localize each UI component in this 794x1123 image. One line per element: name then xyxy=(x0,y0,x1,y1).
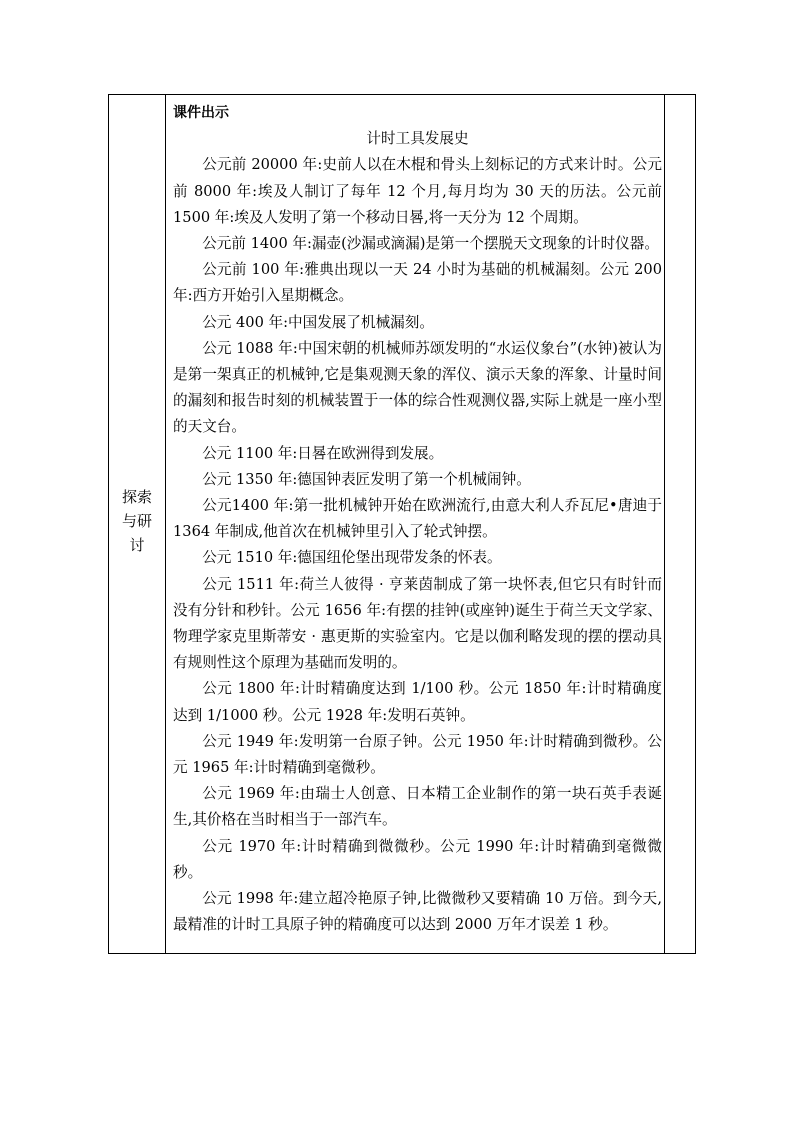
paragraph: 公元1400 年:第一批机械钟开始在欧洲流行,由意大利人乔瓦尼•唐迪于 1364 年制成,他首次在机械钟里引入了轮式钟摆。 xyxy=(173,497,662,541)
paragraph: 公元 1969 年:由瑞士人创意、日本精工企业制作的第一块石英手表诞生,其价格在当时相当于一部汽车。 xyxy=(173,785,662,829)
paragraph: 公元前 1400 年:漏壶(沙漏或滴漏)是第一个摆脱天文现象的计时仪器。 xyxy=(202,235,659,253)
document-title: 计时工具发展史 xyxy=(366,130,469,148)
side-label-line: 探索 xyxy=(121,488,152,506)
lesson-table xyxy=(108,94,696,954)
paragraph: 公元 1510 年:德国纽伦堡出现带发条的怀表。 xyxy=(202,549,502,567)
column-divider-left xyxy=(165,95,166,953)
paragraph: 公元 1949 年:发明第一台原子钟。公元 1950 年:计时精确到微秒。公元 1965 年:计时精确到毫微秒。 xyxy=(173,732,662,777)
paragraph: 公元 1088 年:中国宋朝的机械师苏颂发明的“水运仪象台”(水钟)被认为是第一架真正的机械钟,它是集观测天象的浑仪、演示天象的浑象、计量时间的漏刻和报告时刻的机械装置于一体的综合性观测仪器,实际上就是一座小型的天文台。 xyxy=(173,339,662,436)
paragraph: 公元 1970 年:计时精确到微微秒。公元 1990 年:计时精确到毫微微秒。 xyxy=(173,837,662,881)
side-label xyxy=(109,485,165,557)
paragraph: 公元 1998 年:建立超冷艳原子钟,比微微秒又要精确 10 万倍。到今天,最精准的计时工具原子钟的精确度可以达到 2000 万年才误差 1 秒。 xyxy=(173,890,662,934)
side-label-line: 讨 xyxy=(129,536,145,554)
paragraph: 公元 1800 年:计时精确度达到 1/100 秒。公元 1850 年:计时精确度达到 1/1000 秒。公元 1928 年:发明石英钟。 xyxy=(173,680,662,724)
paragraph: 公元 1511 年:荷兰人彼得 · 亨莱茵制成了第一块怀表,但它只有时针而没有分针和秒针。公元 1656 年:有摆的挂钟(或座钟)诞生于荷兰天文学家、物理学家克里斯蒂安 · 惠更斯的实验室内。它是以伽利略发现的摆的摆动具有规则性这个原理为基础而发明的。 xyxy=(173,575,662,672)
paragraph: 公元前 100 年:雅典出现以一天 24 小时为基础的机械漏刻。公元 200 年:西方开始引入星期概念。 xyxy=(173,261,662,305)
paragraph: 公元 1100 年:日晷在欧洲得到发展。 xyxy=(202,444,444,462)
paragraph: 公元 1350 年:德国钟表匠发明了第一个机械闹钟。 xyxy=(202,470,531,488)
content-cell xyxy=(173,100,662,939)
side-label-line: 与研 xyxy=(121,512,152,530)
section-label: 课件出示 xyxy=(173,105,229,121)
column-divider-right xyxy=(664,95,665,953)
paragraph: 公元前 20000 年:史前人以在木棍和骨头上刻标记的方式来计时。公元前 8000 年:埃及人制订了每年 12 个月,每月均为 30 天的历法。公元前 1500 年:埃及人发明了第一个移动日晷,将一天分为 12 个周期。 xyxy=(173,156,662,226)
paragraph: 公元 400 年:中国发展了机械漏刻。 xyxy=(202,313,434,331)
